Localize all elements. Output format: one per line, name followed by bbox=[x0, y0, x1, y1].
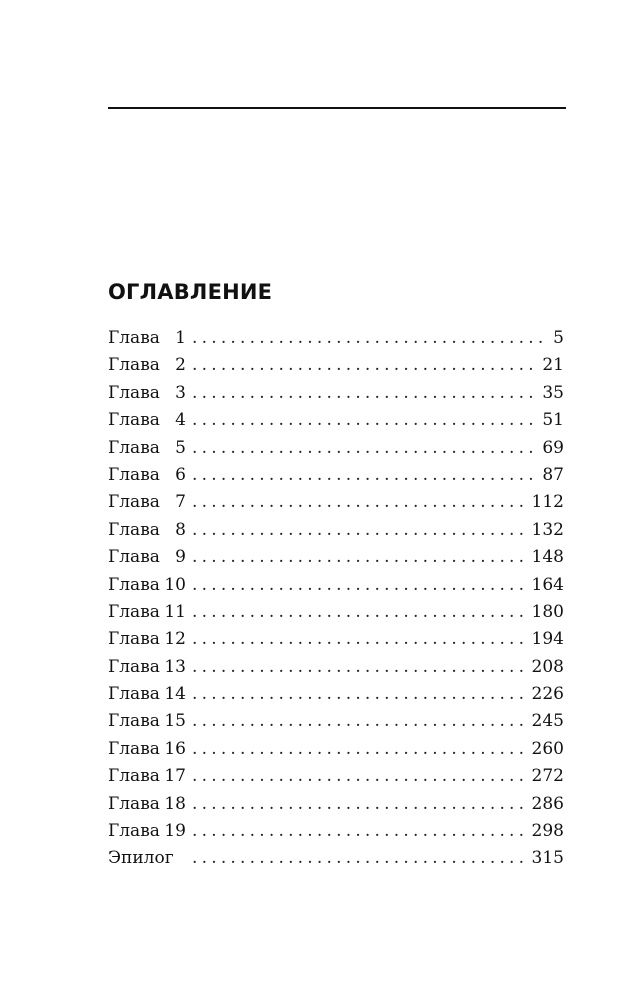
toc-entry-label bbox=[108, 407, 186, 434]
toc-entry-label bbox=[108, 791, 186, 818]
toc-entry[interactable] bbox=[108, 626, 564, 653]
toc-entry-number bbox=[174, 845, 186, 872]
toc-entry-page: 132 bbox=[531, 519, 564, 540]
toc-entry[interactable] bbox=[108, 462, 564, 489]
toc-entry-word: Глава bbox=[108, 656, 160, 677]
toc-entry-label bbox=[108, 626, 186, 653]
dot-leader bbox=[192, 435, 538, 462]
toc-entry-number: 3 bbox=[175, 382, 186, 403]
toc-entry-number: 10 bbox=[164, 574, 186, 595]
toc-entry-number: 12 bbox=[164, 629, 186, 650]
dot-leader bbox=[192, 736, 528, 763]
toc-entry[interactable] bbox=[108, 599, 564, 626]
dot-leader bbox=[192, 517, 528, 544]
toc-entry-page: 226 bbox=[531, 684, 564, 705]
toc-entry-page: 180 bbox=[531, 601, 564, 622]
toc-entry[interactable] bbox=[108, 352, 564, 379]
toc-entry-page: 112 bbox=[531, 492, 564, 513]
dot-leader bbox=[192, 654, 528, 681]
toc-entry-label bbox=[108, 325, 186, 352]
toc-entry-number: 13 bbox=[164, 656, 186, 677]
toc-entry-number: 8 bbox=[175, 519, 186, 540]
toc-entry-page: 194 bbox=[531, 629, 564, 650]
dot-leader bbox=[192, 407, 538, 434]
toc-entry-label bbox=[108, 544, 186, 571]
toc-entry[interactable] bbox=[108, 791, 564, 818]
toc-entry-number: 7 bbox=[175, 492, 186, 513]
header-rule bbox=[108, 107, 566, 109]
dot-leader bbox=[192, 791, 528, 818]
toc-entry-word: Глава bbox=[108, 684, 160, 705]
toc-entry[interactable] bbox=[108, 380, 564, 407]
dot-leader bbox=[192, 489, 528, 516]
toc-entry-number: 5 bbox=[175, 437, 186, 458]
toc-entry-label bbox=[108, 845, 186, 872]
toc-entry-page: 5 bbox=[553, 328, 564, 348]
toc-entry-word: Эпилог bbox=[108, 848, 174, 869]
toc-entry-page: 260 bbox=[531, 738, 564, 759]
toc-entry-word: Глава bbox=[108, 519, 160, 540]
toc-entry-word: Глава bbox=[108, 547, 160, 568]
toc-entry-page: 245 bbox=[531, 711, 564, 732]
toc-entry-number: 4 bbox=[175, 410, 186, 431]
toc-entry[interactable] bbox=[108, 572, 564, 599]
toc-entry[interactable] bbox=[108, 708, 564, 735]
toc-entry-number: 1 bbox=[175, 328, 186, 348]
toc-entry-page: 69 bbox=[542, 437, 564, 458]
toc-entry-label bbox=[108, 736, 186, 763]
toc-entry-label bbox=[108, 517, 186, 544]
toc-entry[interactable] bbox=[108, 763, 564, 790]
toc-entry-page: 35 bbox=[542, 382, 564, 403]
toc-entry-page: 87 bbox=[542, 464, 564, 485]
toc-entry-word: Глава bbox=[108, 492, 160, 513]
dot-leader bbox=[192, 708, 528, 735]
toc-entry-word: Глава bbox=[108, 793, 160, 814]
toc-entry-number: 17 bbox=[164, 766, 186, 787]
toc-entry-page: 21 bbox=[542, 355, 564, 376]
dot-leader bbox=[192, 544, 528, 571]
dot-leader bbox=[192, 380, 538, 407]
toc-entry-label bbox=[108, 763, 186, 790]
toc-entry-number: 6 bbox=[175, 464, 186, 485]
toc-entry-label bbox=[108, 380, 186, 407]
toc-entry[interactable] bbox=[108, 435, 564, 462]
toc-entry-number: 2 bbox=[175, 355, 186, 376]
toc-entry[interactable] bbox=[108, 489, 564, 516]
toc-entry-word: Глава bbox=[108, 328, 160, 348]
dot-leader bbox=[192, 681, 528, 708]
toc-entry-word: Глава bbox=[108, 711, 160, 732]
toc-entry-label bbox=[108, 572, 186, 599]
toc-entry-label bbox=[108, 708, 186, 735]
toc-entry-label bbox=[108, 352, 186, 379]
toc-entry-page: 164 bbox=[531, 574, 564, 595]
toc-entry-word: Глава bbox=[108, 382, 160, 403]
dot-leader bbox=[192, 462, 538, 489]
toc-entry-word: Глава bbox=[108, 410, 160, 431]
toc-entry-word: Глава bbox=[108, 821, 160, 842]
toc-entry[interactable] bbox=[108, 845, 564, 872]
toc-entry-number: 9 bbox=[175, 547, 186, 568]
dot-leader bbox=[192, 818, 528, 845]
toc-entry-page: 298 bbox=[531, 821, 564, 842]
dot-leader bbox=[192, 599, 528, 626]
toc-entry-page: 315 bbox=[531, 848, 564, 869]
toc-entry[interactable] bbox=[108, 654, 564, 681]
toc-entry[interactable] bbox=[108, 517, 564, 544]
toc-entry-word: Глава bbox=[108, 437, 160, 458]
toc-entry-label bbox=[108, 599, 186, 626]
toc-entry-label bbox=[108, 435, 186, 462]
toc-entry-word: Глава bbox=[108, 629, 160, 650]
dot-leader bbox=[192, 352, 538, 379]
toc-entry-page: 286 bbox=[531, 793, 564, 814]
toc-entry-label bbox=[108, 462, 186, 489]
toc-entry-label bbox=[108, 654, 186, 681]
toc-entry-page: 51 bbox=[542, 410, 564, 431]
dot-leader bbox=[192, 763, 528, 790]
toc-entry[interactable] bbox=[108, 544, 564, 571]
toc-entry-number: 14 bbox=[164, 684, 186, 705]
toc-entry-number: 15 bbox=[164, 711, 186, 732]
toc-entry-page: 208 bbox=[531, 656, 564, 677]
toc-entry-number: 11 bbox=[164, 601, 186, 622]
toc-entry-number: 16 bbox=[164, 738, 186, 759]
toc-entry-label bbox=[108, 489, 186, 516]
toc-entry[interactable] bbox=[108, 681, 564, 708]
toc-entry-number: 19 bbox=[164, 821, 186, 842]
dot-leader bbox=[192, 572, 528, 599]
dot-leader bbox=[192, 845, 528, 872]
toc-entry-label bbox=[108, 818, 186, 845]
toc-entry-word: Глава bbox=[108, 738, 160, 759]
toc-entry[interactable] bbox=[108, 736, 564, 763]
toc-entry[interactable] bbox=[108, 325, 564, 352]
toc-entry[interactable] bbox=[108, 407, 564, 434]
dot-leader bbox=[192, 626, 528, 653]
table-of-contents bbox=[108, 325, 564, 873]
dot-leader bbox=[192, 325, 549, 352]
toc-entry[interactable] bbox=[108, 818, 564, 845]
toc-entry-word: Глава bbox=[108, 766, 160, 787]
toc-entry-number: 18 bbox=[164, 793, 186, 814]
toc-entry-page: 272 bbox=[531, 766, 564, 787]
toc-entry-word: Глава bbox=[108, 601, 160, 622]
page-title: ОГЛАВЛЕНИЕ bbox=[108, 280, 273, 304]
toc-entry-word: Глава bbox=[108, 574, 160, 595]
toc-entry-page: 148 bbox=[531, 547, 564, 568]
toc-entry-label bbox=[108, 681, 186, 708]
toc-entry-word: Глава bbox=[108, 355, 160, 376]
toc-entry-word: Глава bbox=[108, 464, 160, 485]
